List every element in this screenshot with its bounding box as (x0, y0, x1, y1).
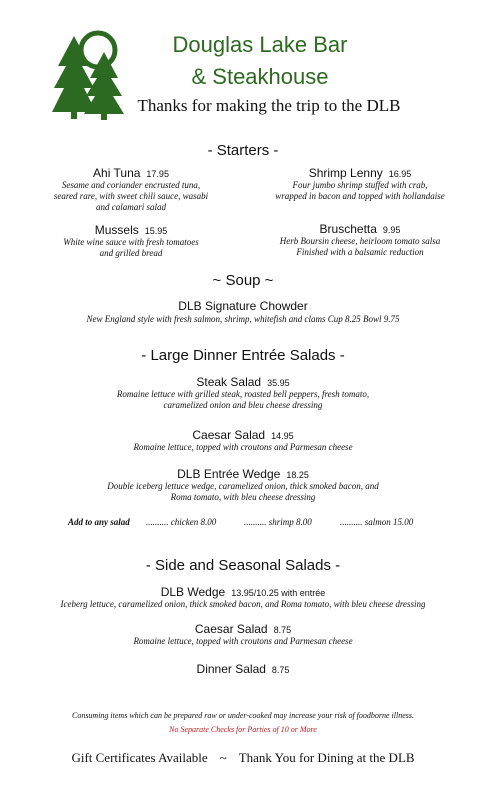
tagline: Thanks for making the trip to the DLB (137, 96, 401, 115)
no-separate-checks-notice: No Separate Checks for Parties of 10 or More (169, 725, 317, 734)
menu-item (0, 622, 486, 647)
item-description: Finished with a balsamic reduction (296, 247, 424, 257)
item-name: Shrimp Lenny (308, 166, 383, 180)
item-name: DLB Entrée Wedge (177, 467, 281, 481)
gift-certificates-text: Gift Certificates Available (71, 750, 208, 765)
brand-subname: & Steakhouse (191, 64, 329, 89)
menu-item (250, 166, 470, 202)
item-name: Mussels (94, 223, 139, 237)
item-description: Four jumbo shrimp stuffed with crab, (292, 180, 428, 190)
item-description: wrapped in bacon and topped with hollandaise (275, 191, 445, 201)
pine-trees-moon-icon (52, 28, 126, 120)
item-name: Steak Salad (196, 375, 262, 389)
footer-line (0, 750, 486, 766)
item-description: Roma tomato, with bleu cheese dressing (170, 492, 316, 502)
menu-item (0, 467, 486, 503)
food-safety-notice: Consuming items which can be prepared raw or under-cooked may increase your risk of foodborne illness. (71, 711, 414, 720)
item-description: Romaine lettuce with grilled steak, roasted bell peppers, fresh tomato, (116, 389, 370, 399)
addon-option-chicken: .......... chicken 8.00 (146, 517, 217, 527)
item-price: 18.25 (286, 470, 309, 480)
item-description: Romaine lettuce, topped with croutons and Parmesan cheese (133, 636, 353, 646)
item-price: 15.95 (144, 226, 168, 236)
addon-label: Add to any salad (68, 517, 130, 527)
item-name: Dinner Salad (196, 662, 266, 676)
item-description: seared rare, with sweet chili sauce, wasabi (53, 191, 209, 201)
menu-item (250, 222, 470, 258)
item-name: Caesar Salad (194, 622, 268, 636)
item-description: and grilled bread (99, 248, 163, 258)
item-description: Sesame and coriander encrusted tuna, (61, 180, 201, 190)
section-title-soup: ~ Soup ~ (212, 272, 274, 289)
item-name: Ahi Tuna (93, 166, 141, 180)
menu-item (0, 585, 486, 610)
item-name: DLB Wedge (160, 585, 226, 599)
item-price: 17.95 (146, 169, 169, 179)
item-description: Double iceberg lettuce wedge, caramelized onion, thick smoked bacon, and (107, 481, 379, 491)
item-name: DLB Signature Chowder (178, 299, 308, 313)
footer-separator: ~ (219, 750, 227, 765)
item-description: New England style with fresh salmon, shrimp, whitefish and clams Cup 8.25 Bowl 9.75 (86, 314, 400, 324)
item-description: Herb Boursin cheese, heirloom tomato salsa (279, 236, 441, 246)
item-name: Bruschetta (319, 222, 377, 236)
item-description: Iceberg lettuce, caramelized onion, thick smoked bacon, and Roma tomato, with bleu cheese dressing (60, 599, 426, 609)
addon-option-shrimp: .......... shrimp 8.00 (244, 517, 312, 527)
menu-item (26, 166, 236, 213)
brand-name: Douglas Lake Bar (172, 32, 348, 57)
item-price: 8.75 (271, 665, 290, 675)
item-price: 13.95/10.25 with entrée (231, 588, 326, 598)
item-name: Caesar Salad (192, 428, 266, 442)
section-title-large-salads: - Large Dinner Entrée Salads - (141, 347, 345, 364)
item-price: 35.95 (267, 378, 290, 388)
section-title-starters: - Starters - (207, 142, 279, 159)
thank-you-text: Thank You for Dining at the DLB (238, 750, 415, 765)
item-description: White wine sauce with fresh tomatoes (63, 237, 199, 247)
item-price: 9.95 (382, 225, 401, 235)
item-price: 16.95 (388, 169, 412, 179)
item-price: 14.95 (271, 431, 294, 441)
addon-option-salmon: .......... salmon 15.00 (340, 517, 414, 527)
item-description: Romaine lettuce, topped with croutons and Parmesan cheese (133, 442, 353, 452)
menu-item (0, 375, 486, 411)
section-title-side-salads: - Side and Seasonal Salads - (145, 557, 341, 574)
menu-item (0, 428, 486, 453)
menu-item (26, 223, 236, 259)
item-price: 8.75 (273, 625, 292, 635)
menu-item (0, 662, 486, 676)
item-description: caramelized onion and bleu cheese dressing (163, 400, 323, 410)
item-description: and calamari salad (95, 202, 166, 212)
